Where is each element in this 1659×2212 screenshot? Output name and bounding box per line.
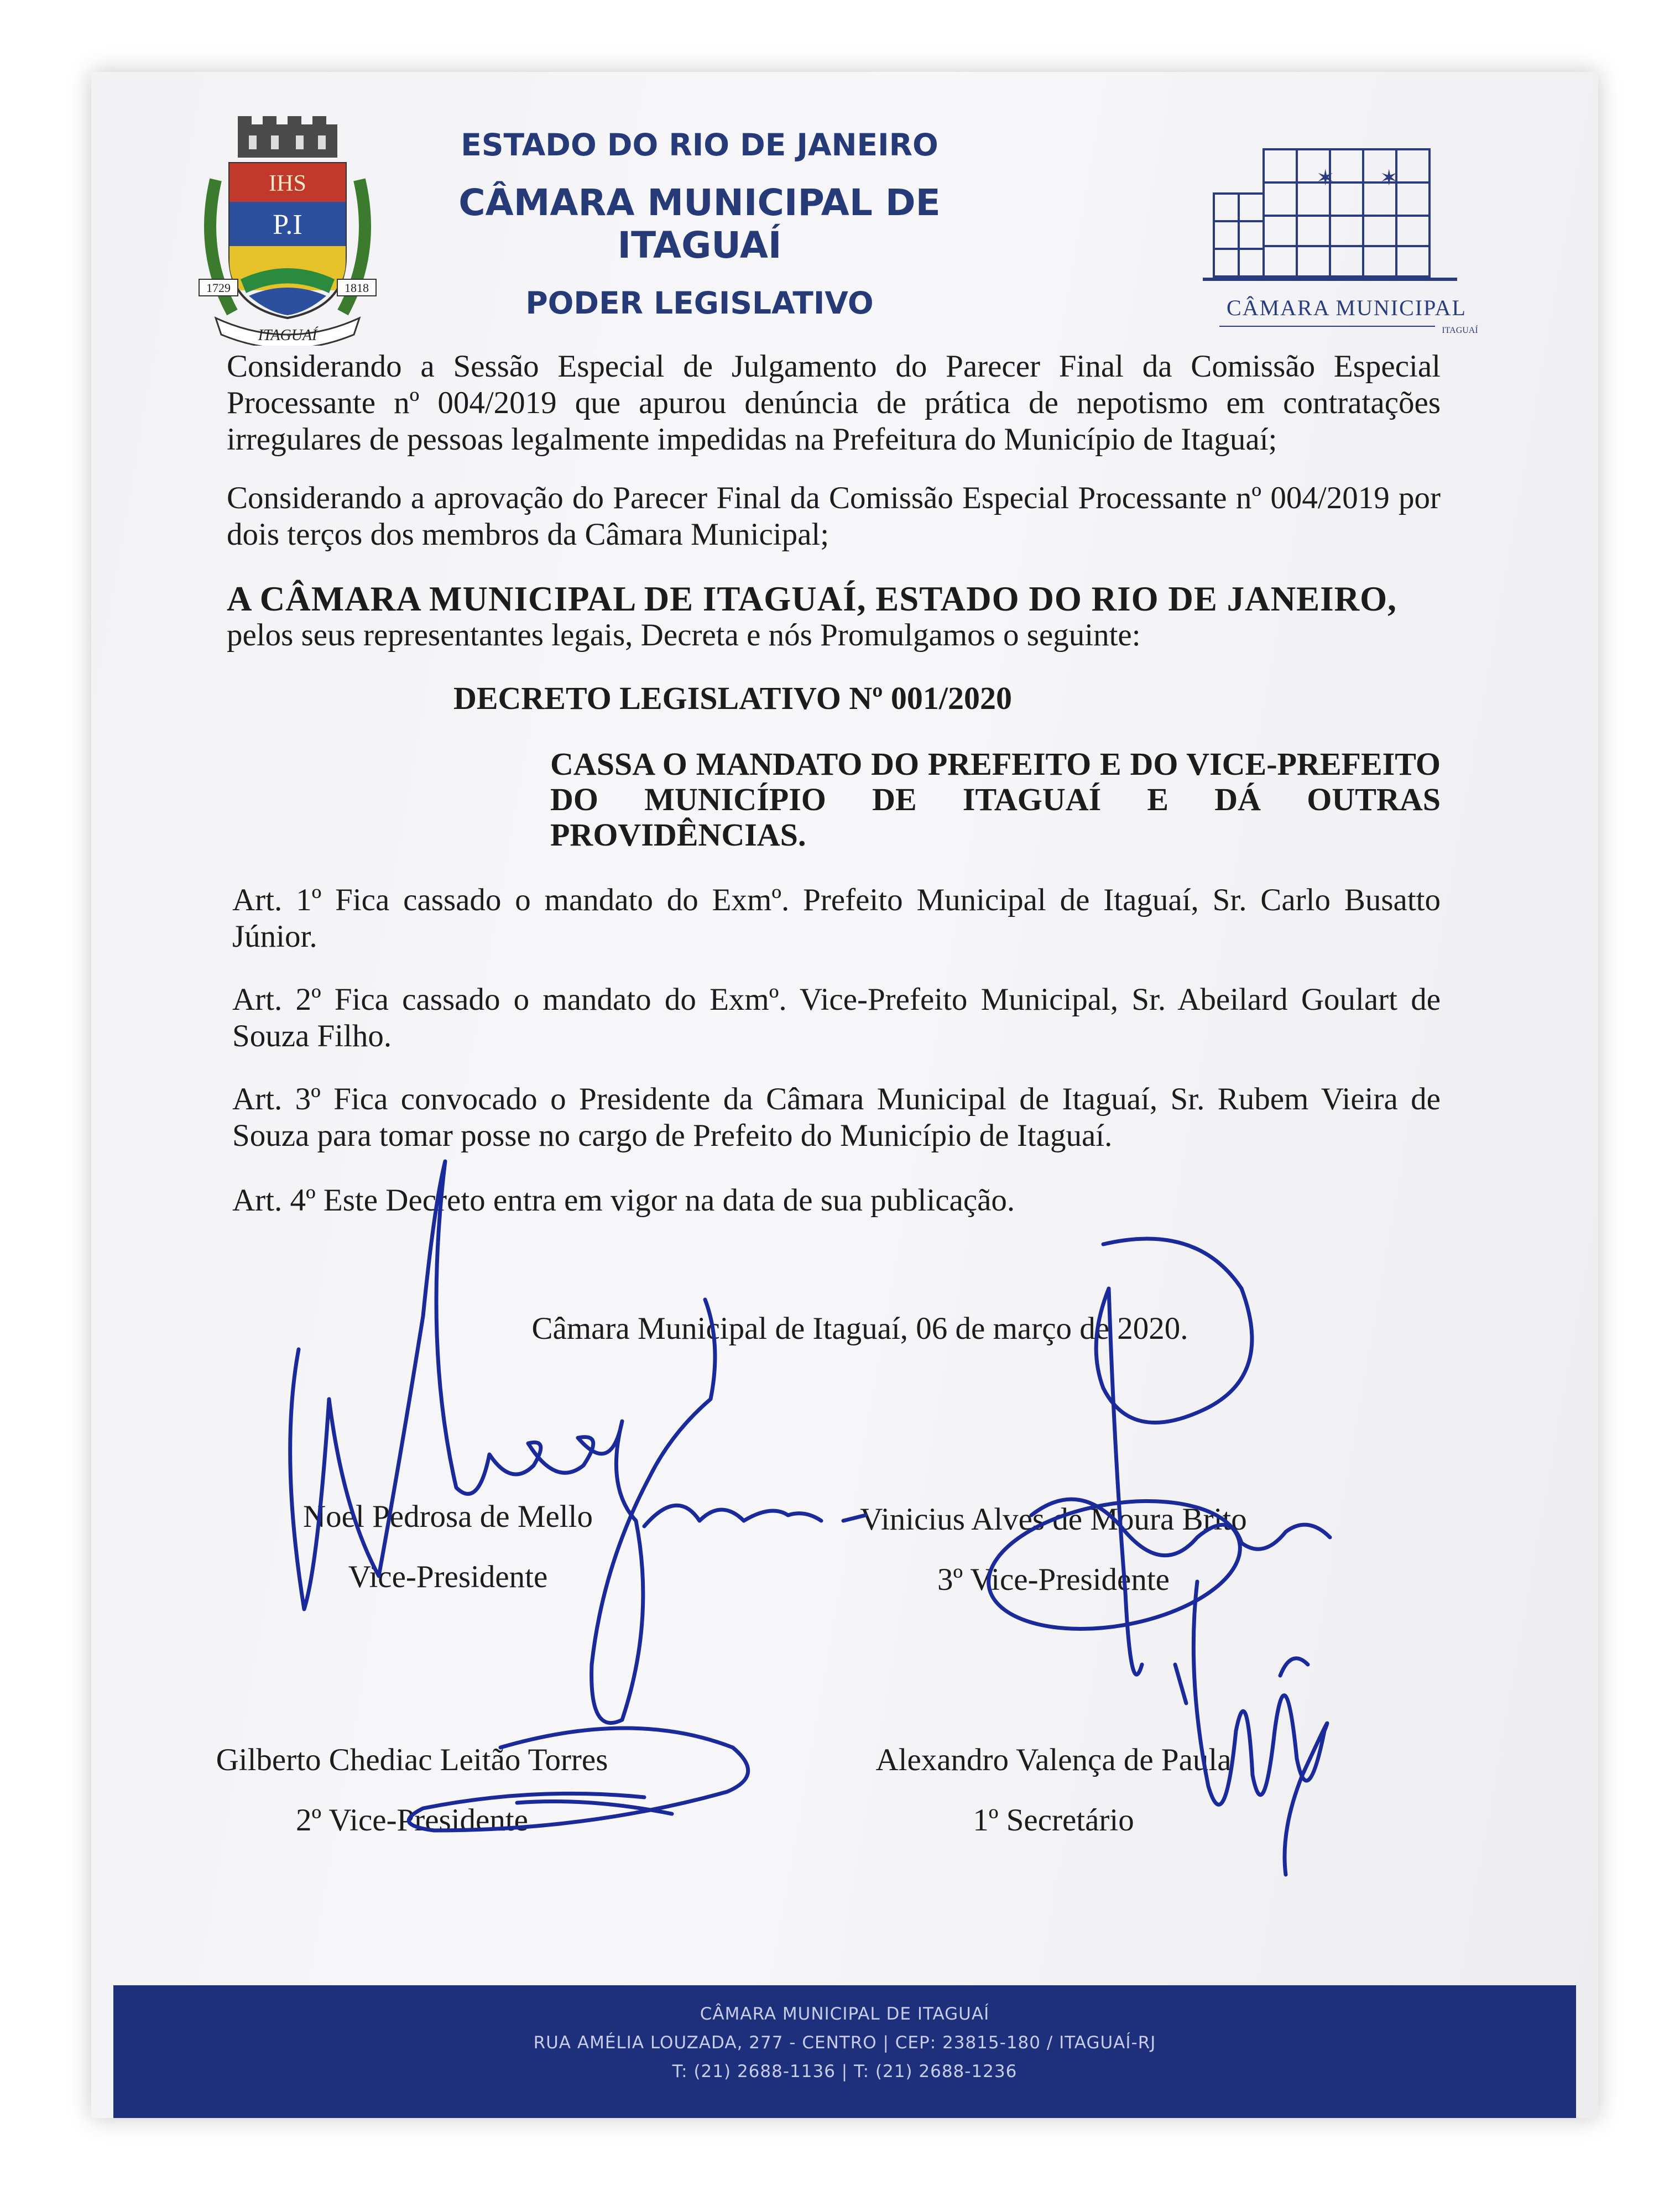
decree-title: DECRETO LEGISLATIVO Nº 001/2020 — [453, 680, 1013, 716]
footer-institution: CÂMARA MUNICIPAL DE ITAGUAÍ — [700, 2004, 990, 2024]
svg-text:P.I: P.I — [273, 209, 302, 241]
enactment-text: pelos seus representantes legais, Decreta e nós Promulgamos o seguinte: — [227, 618, 1141, 653]
signature-alexandro-stroke — [1175, 1658, 1308, 1703]
article-3: Art. 3º Fica convocado o Presidente da Câmara Municipal de Itaguaí, Sr. Rubem Vieira de Souza para tomar posse no cargo de Prefeito do Município de Itaguaí. — [232, 1082, 1441, 1153]
considering-paragraph-2: Considerando a aprovação do Parecer Final da Comissão Especial Processante nº 004/2019 por dois terços dos membros da Câmara Municipal; — [227, 481, 1441, 552]
footer-address: RUA AMÉLIA LOUZADA, 277 - CENTRO | CEP: 23815-180 / ITAGUAÍ-RJ — [533, 2033, 1156, 2053]
considering-paragraph-1: Considerando a Sessão Especial de Julgamento do Parecer Final da Comissão Especial Processante nº 004/2019 que apurou denúncia de prática de nepotismo em contratações irregulares de pessoas legalmente impedidas na Prefeitura do Município de Itaguaí; — [227, 349, 1441, 457]
signature-noel-stroke — [290, 1161, 715, 1723]
signatory-block — [163, 1742, 661, 1838]
signatory-role: 2º Vice-Presidente — [296, 1803, 528, 1838]
document-page — [91, 72, 1598, 2118]
svg-text:CÂMARA MUNICIPAL: CÂMARA MUNICIPAL — [1227, 295, 1467, 320]
signatory-role: 1º Secretário — [973, 1803, 1134, 1838]
svg-text:✶: ✶ — [1316, 165, 1335, 190]
svg-text:ITAGUAÍ: ITAGUAÍ — [1442, 326, 1478, 335]
enactment-title: A CÂMARA MUNICIPAL DE ITAGUAÍ, ESTADO DO RIO DE JANEIRO, — [227, 580, 1397, 618]
signatory-name: Alexandro Valença de Paula — [875, 1743, 1232, 1777]
letterhead — [423, 127, 976, 321]
article-4: Art. 4º Este Decreto entra em vigor na data de sua publicação. — [232, 1183, 1015, 1218]
article-2: Art. 2º Fica cassado o mandato do Exmº. Vice-Prefeito Municipal, Sr. Abeilard Goulart de Souza Filho. — [232, 982, 1441, 1053]
svg-text:✶: ✶ — [1380, 165, 1399, 190]
coat-of-arms-icon — [194, 113, 382, 346]
article-1: Art. 1º Fica cassado o mandato do Exmº. Prefeito Municipal de Itaguaí, Sr. Carlo Busatto Júnior. — [232, 883, 1441, 954]
signatory-block — [805, 1501, 1302, 1598]
enactment-paragraph — [227, 581, 1441, 654]
svg-text:1729: 1729 — [206, 281, 231, 295]
place-and-date: Câmara Municipal de Itaguaí, 06 de março de 2020. — [531, 1311, 1188, 1346]
signatory-role: Vice-Presidente — [348, 1559, 548, 1594]
signature-vinicius-stroke — [1096, 1239, 1252, 1674]
signatory-name: Noel Pedrosa de Mello — [303, 1499, 593, 1534]
chamber-name: CÂMARA MUNICIPAL DE ITAGUAÍ — [458, 181, 941, 267]
state-name: ESTADO DO RIO DE JANEIRO — [461, 127, 938, 163]
signatory-block — [199, 1499, 697, 1595]
chamber-building-logo-icon — [1197, 133, 1496, 343]
svg-text:1818: 1818 — [345, 281, 369, 295]
signatory-role: 3º Vice-Presidente — [937, 1562, 1170, 1597]
decree-summary: CASSA O MANDATO DO PREFEITO E DO VICE-PREFEITO DO MUNICÍPIO DE ITAGUAÍ E DÁ OUTRAS PROVIDÊNCIAS. — [550, 746, 1441, 853]
signatory-block — [805, 1742, 1302, 1838]
footer-band — [113, 1985, 1576, 2118]
footer-phones: T: (21) 2688-1136 | T: (21) 2688-1236 — [672, 2062, 1018, 2081]
signatory-name: Vinicius Alves de Moura Brito — [860, 1502, 1247, 1537]
svg-text:IHS: IHS — [269, 171, 306, 196]
signatory-name: Gilberto Chediac Leitão Torres — [216, 1743, 608, 1777]
svg-text:ITAGUAÍ: ITAGUAÍ — [258, 327, 317, 344]
legislative-power: PODER LEGISLATIVO — [525, 285, 874, 321]
